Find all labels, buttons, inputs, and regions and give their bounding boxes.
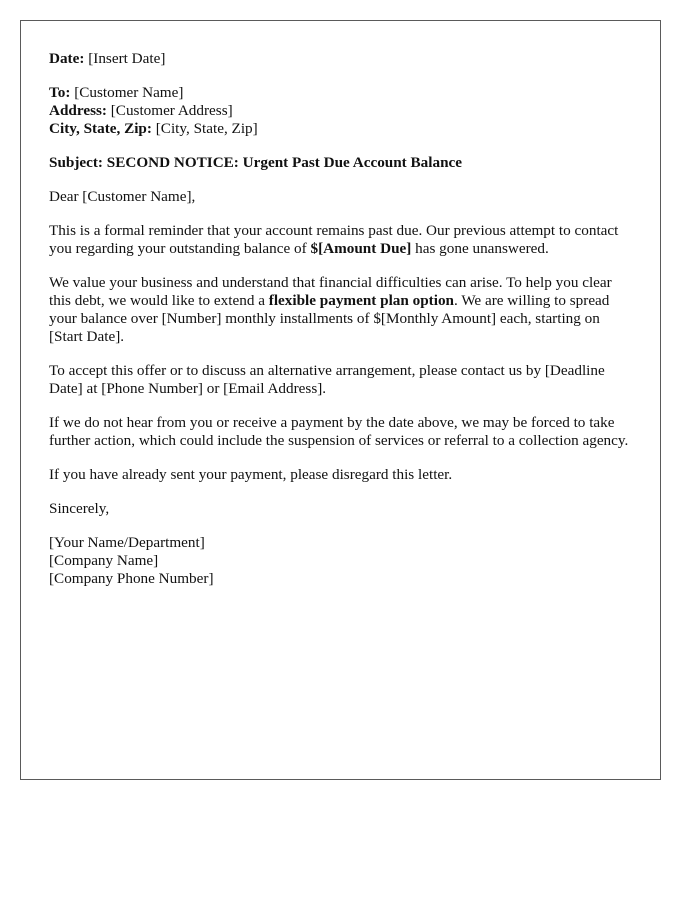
p2-text-before: We value your business and understand that financial difficulties can arise. To help you clear this debt, we would like to extend a [49, 274, 612, 309]
city-label: City, State, Zip: [49, 120, 152, 137]
address-label: Address: [49, 102, 107, 119]
paragraph-consequences: If we do not hear from you or receive a payment by the date above, we may be forced to take further action, which could include the suspension of services or referral to a collection agency. [49, 414, 629, 449]
payment-plan-option: flexible payment plan option [268, 292, 454, 309]
signature-block [49, 534, 632, 588]
date-label: Date: [49, 50, 85, 67]
paragraph-contact: To accept this offer or to discuss an alternative arrangement, please contact us by [Deadline Date] at [Phone Number] or [Email Address]. [49, 362, 605, 397]
city-line [49, 120, 632, 138]
paragraph-disregard: If you have already sent your payment, please disregard this letter. [49, 466, 453, 483]
amount-due: $[Amount Due] [310, 240, 412, 257]
address-value: [Customer Address] [106, 102, 233, 119]
date-value: [Insert Date] [84, 50, 166, 67]
closing: Sincerely, [49, 500, 110, 517]
paragraph-payment-plan [49, 274, 632, 346]
recipient-block [49, 84, 632, 138]
paragraph-reminder [49, 222, 632, 258]
signature-company: [Company Name] [49, 552, 159, 569]
signature-name: [Your Name/Department] [49, 534, 205, 551]
to-label: To: [49, 84, 71, 101]
to-value: [Customer Name] [70, 84, 184, 101]
salutation: Dear [Customer Name], [49, 188, 196, 205]
p1-text-after: has gone unanswered. [411, 240, 549, 257]
signature-phone: [Company Phone Number] [49, 570, 214, 587]
city-value: [City, State, Zip] [151, 120, 258, 137]
date-line [49, 50, 632, 68]
subject-line: Subject: SECOND NOTICE: Urgent Past Due Account Balance [49, 154, 463, 171]
letter-page [20, 20, 661, 780]
address-line [49, 102, 632, 120]
p1-text-before: This is a formal reminder that your account remains past due. Our previous attempt to contact you regarding your outstanding balance of [49, 222, 619, 257]
to-line [49, 84, 632, 102]
p2-text-after: . We are willing to spread your balance over [Number] monthly installments of $[Monthly Amount] each, starting on [Start Date]. [49, 292, 610, 345]
